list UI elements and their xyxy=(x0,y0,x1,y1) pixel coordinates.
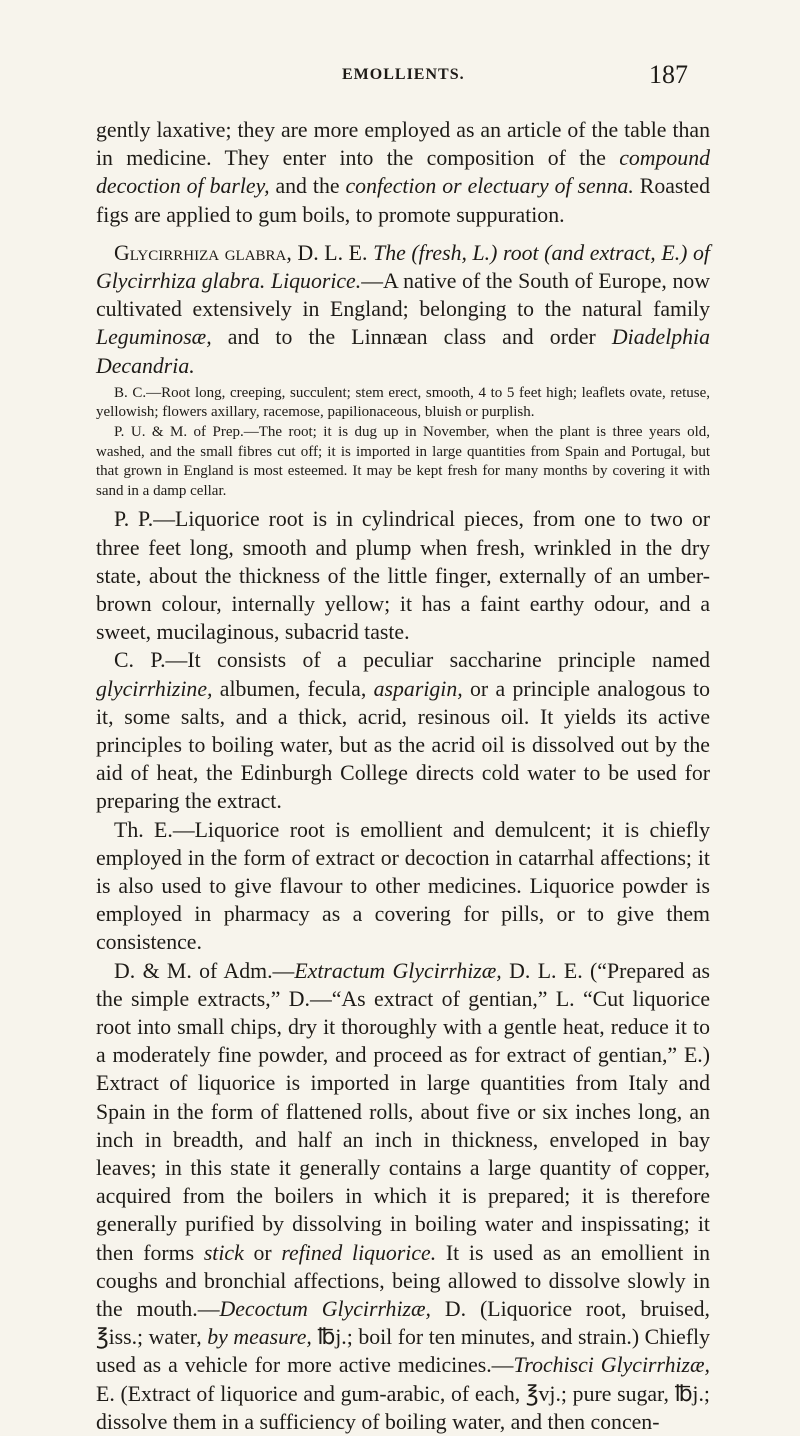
paragraph-therapeutic-effects: Th. E.—Liquorice root is emollient and demulcent; it is chiefly employed in the form of extract or decoction in catarrhal affections; it is also used to give flavour to other medicines. Liquorice powder is employed in pharmacy as a covering for pills, or to give them consistence. xyxy=(96,817,710,955)
paragraph-dose-administration: D. & M. of Adm.—Extractum Glycirrhizæ, D. L. E. (“Prepared as the simple extracts,” D.—“As extract of gentian,” L. “Cut liquorice root into small chips, dry it thoroughly with a gentle heat, reduce it to a moderately fine powder, and proceed as for extract of gentian,” E.) Extract of liquorice is imported in large quantities from Italy and Spain in the form of flattened rolls, about five or six inches long, an inch in breadth, and half an inch in thickness, enveloped in bay leaves; in this state it generally contains a large quantity of copper, acquired from the boilers in which it is prepared; it is therefore generally purified by dissolving in boiling water and inspissating; it then forms stick or refined liquorice. It is used as an emollient in coughs and bronchial affections, being allowed to dissolve slowly in the mouth.—Decoctum Glycirrhizæ, D. (Liquorice root, bruised, ℥iss.; water, by measure, ℔j.; boil for ten minutes, and strain.) Chiefly used as a vehicle for more active medicines.—Trochisci Glycirrhizæ, E. (Extract of liquorice and gum-arabic, of each, ℥vj.; pure sugar, ℔j.; dissolve them in a sufficiency of boiling water, and then concen- xyxy=(96,958,711,1434)
paragraph-preparation: P. U. & M. of Prep.—The root; it is dug up in November, when the plant is three years old, washed, and the small fibres cut off; it is imported in large quantities from Spain and Portugal, but that grown in England is most esteemed. It may be kept fresh for many months by covering it with sand in a damp cellar. xyxy=(96,424,710,499)
body-text xyxy=(96,116,710,1436)
page-number: 187 xyxy=(649,60,688,89)
paragraph-botanical-characters: B. C.—Root long, creeping, succulent; stem erect, smooth, 4 to 5 feet high; leaflets ovate, retuse, yellowish; flowers axillary, racemose, papilionaceous, bluish or purplish. xyxy=(96,384,710,421)
paragraph-glycirrhiza-heading: Glycirrhiza glabra, D. L. E. The (fresh, L.) root (and extract, E.) of Glycirrhiza glabra. Liquorice.—A native of the South of Europe, now cultivated extensively in England; belonging to the natural family Leguminosæ, and to the Linnæan class and order Diadelphia Decandria. xyxy=(96,240,710,378)
paragraph-chemical-properties: C. P.—It consists of a peculiar saccharine principle named glycirrhizine, albumen, fecula, asparigin, or a principle analogous to it, some salts, and a thick, acrid, resinous oil. It yields its active principles to boiling water, but as the acrid oil is dissolved out by the aid of heat, the Edinburgh College directs cold water to be used for preparing the extract. xyxy=(96,648,710,814)
paragraph-laxative: gently laxative; they are more employed as an article of the table than in medicine. They enter into the composition of the compound decoction of barley, and the confection or electuary of senna. Roasted figs are applied to gum boils, to promote suppuration. xyxy=(96,118,711,227)
running-title: EMOLLIENTS. xyxy=(342,66,465,83)
running-header xyxy=(0,60,800,96)
paragraph-physical-properties: P. P.—Liquorice root is in cylindrical pieces, from one to two or three feet long, smooth and plump when fresh, wrinkled in the dry state, about the thickness of the little finger, externally of an umber-brown colour, internally yellow; it has a faint earthy odour, and a sweet, mucilaginous, subacrid taste. xyxy=(96,507,710,645)
